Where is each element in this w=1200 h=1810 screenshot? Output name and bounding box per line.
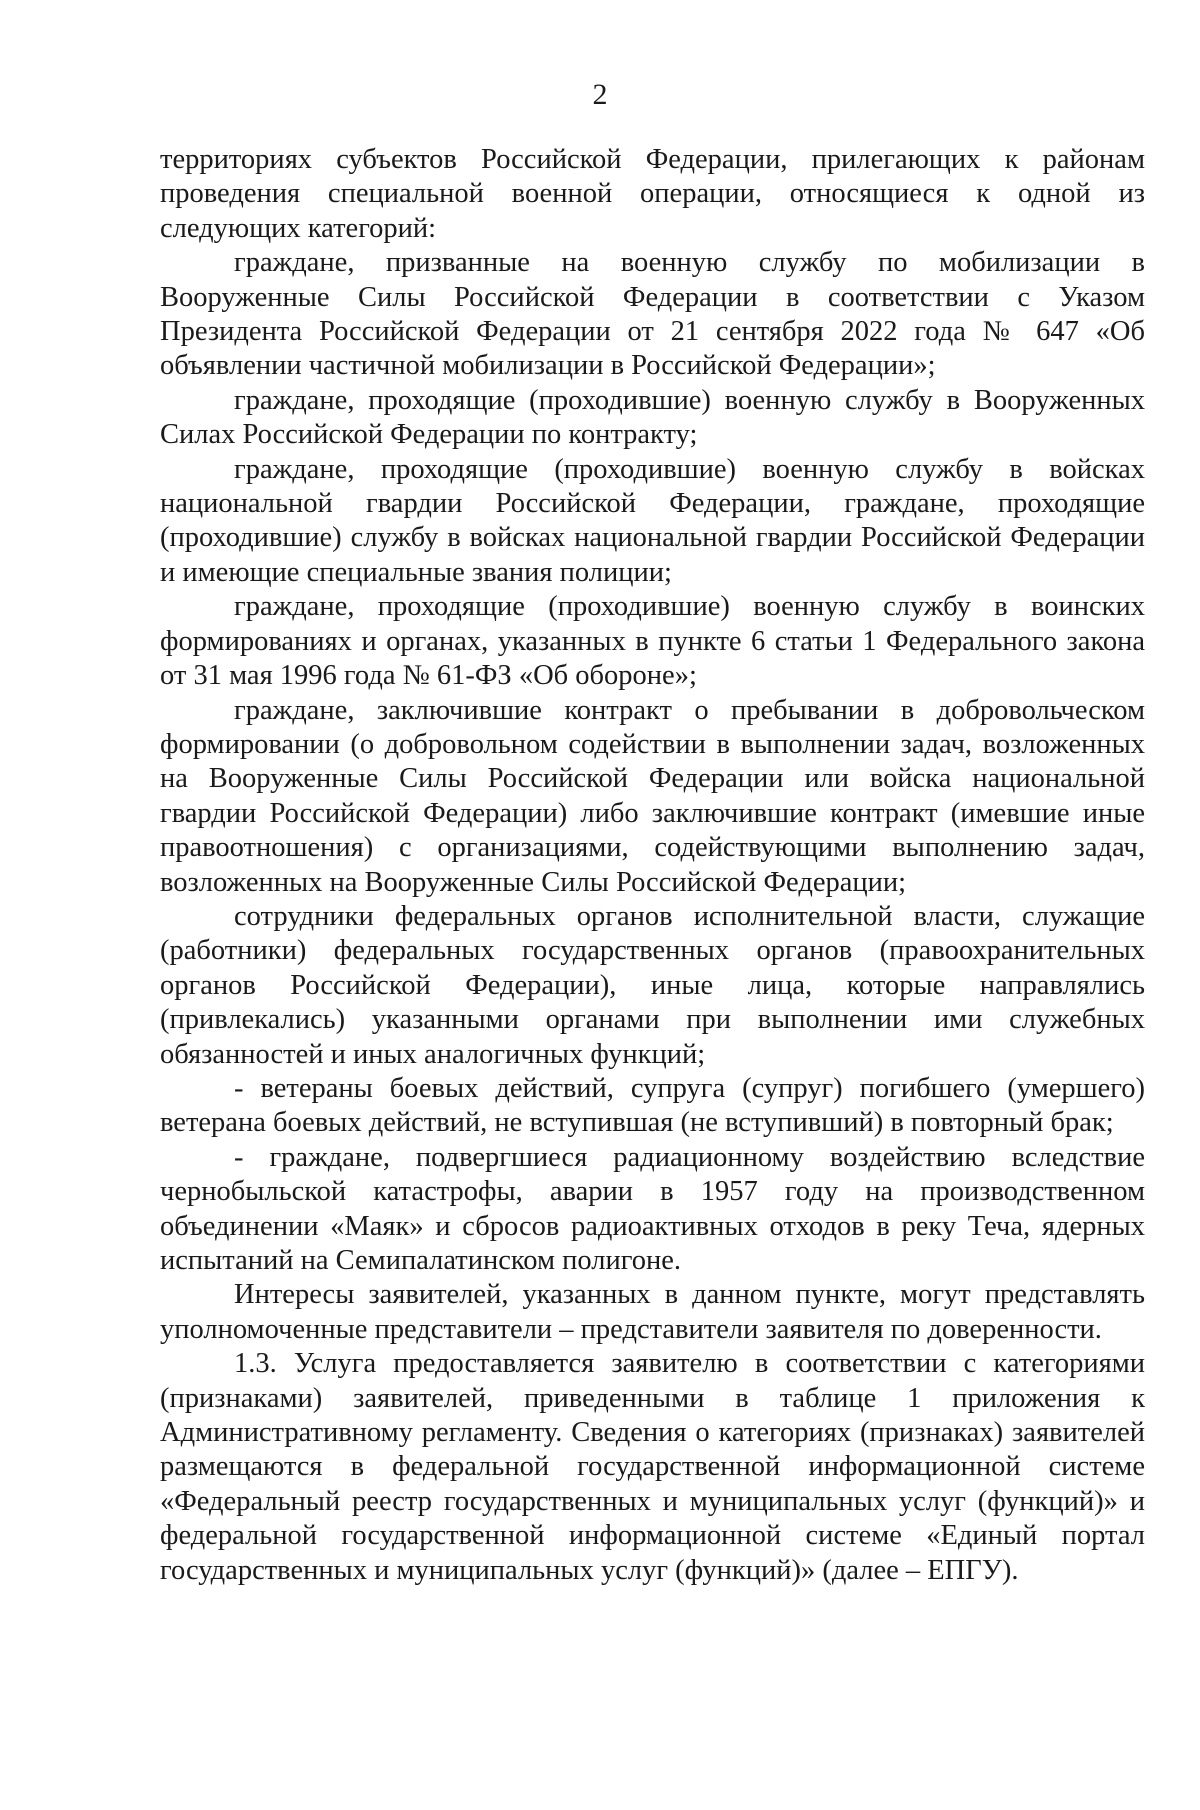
paragraph-radiation-exposure: - граждане, подвергшиеся радиационному воздействию вследствие чернобыльской катастрофы, аварии в 1957 году на производственном объединении «Маяк» и сбросов радиоактивных отходов в реку Теча, ядерных испытаний на Семипалатинском полигоне. — [160, 1141, 1145, 1276]
page-number: 2 — [592, 78, 608, 111]
paragraph-national-guard: граждане, проходящие (проходившие) военную службу в войсках национальной гвардии Российской Федерации, граждане, проходящие (проходившие) службу в войсках национальной гвардии Российской Федерации и имеющие специальные звания полиции; — [160, 453, 1145, 588]
paragraph-volunteer-formations: граждане, заключившие контракт о пребывании в добровольческом формировании (о добровольном содействии в выполнении задач, возложенных на Вооруженные Силы Российской Федерации или войска национальной гвардии Российской Федерации) либо заключившие контракт (имевшие иные правоотношения) с организациями, содействующими выполнению задач, возложенных на Вооруженные Силы Российской Федерации; — [160, 694, 1145, 898]
paragraph-section-1-3: 1.3. Услуга предоставляется заявителю в соответствии с категориями (признаками) заявителей, приведенными в таблице 1 приложения к Административному регламенту. Сведения о категориях (признаках) заявителей размещаются в федеральной государственной информационной системе «Федеральный реестр государственных и муниципальных услуг (функций)» и федеральной государственной информационной системе «Единый портал государственных и муниципальных услуг (функций)» (далее – ЕПГУ). — [160, 1348, 1145, 1586]
paragraph-representatives: Интересы заявителей, указанных в данном пункте, могут представлять уполномоченные представители – представители заявителя по доверенности. — [160, 1279, 1145, 1345]
paragraph-federal-employees: сотрудники федеральных органов исполнительной власти, служащие (работники) федеральных государственных органов (правоохранительных органов Российской Федерации), иные лица, которые направлялись (привлекались) указанными органами при выполнении ими служебных обязанностей и иных аналогичных функций; — [160, 900, 1145, 1070]
paragraph-mobilized-citizens: граждане, призванные на военную службу по мобилизации в Вооруженные Силы Российской Федерации в соответствии с Указом Президента Российской Федерации от 21 сентября 2022 года № 647 «Об объявлении частичной мобилизации в Российской Федерации»; — [160, 247, 1145, 382]
paragraph-military-formations: граждане, проходящие (проходившие) военную службу в воинских формированиях и органах, указанных в пункте 6 статьи 1 Федерального закона от 31 мая 1996 года № 61-ФЗ «Об обороне»; — [160, 591, 1145, 692]
paragraph-contract-servicemen: граждане, проходящие (проходившие) военную службу в Вооруженных Силах Российской Федерации по контракту; — [160, 384, 1145, 451]
paragraph-continuation: территориях субъектов Российской Федерации, прилегающих к районам проведения специальной военной операции, относящиеся к одной из следующих категорий: — [160, 144, 1145, 244]
paragraph-combat-veterans: - ветераны боевых действий, супруга (супруг) погибшего (умершего) ветерана боевых действий, не вступившая (не вступивший) в повторный брак; — [160, 1072, 1145, 1139]
document-body — [160, 143, 1145, 1588]
